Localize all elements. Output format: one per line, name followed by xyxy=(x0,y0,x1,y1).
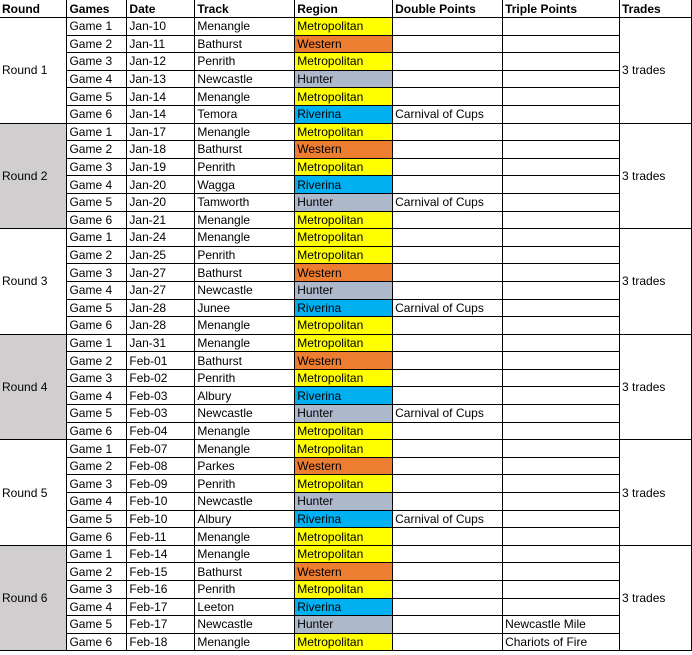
double-points-cell[interactable] xyxy=(393,528,503,546)
track-cell[interactable]: Penrith xyxy=(195,53,295,71)
track-cell[interactable]: Parkes xyxy=(195,457,295,475)
region-cell[interactable]: Metropolitan xyxy=(295,475,393,493)
region-cell[interactable]: Metropolitan xyxy=(295,317,393,335)
triple-points-cell[interactable] xyxy=(503,598,620,616)
triple-points-cell[interactable] xyxy=(503,158,620,176)
double-points-cell[interactable]: Carnival of Cups xyxy=(393,193,503,211)
game-cell[interactable]: Game 3 xyxy=(67,475,127,493)
game-cell[interactable]: Game 2 xyxy=(67,352,127,370)
triple-points-cell[interactable] xyxy=(503,493,620,511)
double-points-cell[interactable] xyxy=(393,545,503,563)
game-cell[interactable]: Game 3 xyxy=(67,158,127,176)
date-cell[interactable]: Jan-10 xyxy=(127,18,195,36)
track-cell[interactable]: Wagga xyxy=(195,176,295,194)
date-cell[interactable]: Feb-17 xyxy=(127,598,195,616)
header-region[interactable]: Region xyxy=(295,0,393,18)
game-cell[interactable]: Game 3 xyxy=(67,53,127,71)
double-points-cell[interactable] xyxy=(393,158,503,176)
date-cell[interactable]: Jan-12 xyxy=(127,53,195,71)
track-cell[interactable]: Bathurst xyxy=(195,35,295,53)
track-cell[interactable]: Leeton xyxy=(195,598,295,616)
table-row xyxy=(0,493,692,511)
date-cell[interactable]: Feb-18 xyxy=(127,633,195,651)
track-cell[interactable]: Menangle xyxy=(195,88,295,106)
date-cell[interactable]: Jan-24 xyxy=(127,229,195,247)
region-cell[interactable]: Western xyxy=(295,457,393,475)
double-points-cell[interactable] xyxy=(393,369,503,387)
game-cell[interactable]: Game 6 xyxy=(67,528,127,546)
game-cell[interactable]: Game 5 xyxy=(67,405,127,423)
table-row xyxy=(0,299,692,317)
date-cell[interactable]: Feb-14 xyxy=(127,545,195,563)
date-cell[interactable]: Jan-28 xyxy=(127,299,195,317)
triple-points-cell[interactable] xyxy=(503,246,620,264)
region-cell[interactable]: Metropolitan xyxy=(295,158,393,176)
date-cell[interactable]: Feb-08 xyxy=(127,457,195,475)
date-cell[interactable]: Jan-28 xyxy=(127,317,195,335)
double-points-cell[interactable] xyxy=(393,53,503,71)
game-cell[interactable]: Game 5 xyxy=(67,193,127,211)
track-cell[interactable]: Temora xyxy=(195,105,295,123)
date-cell[interactable]: Feb-10 xyxy=(127,493,195,511)
game-cell[interactable]: Game 1 xyxy=(67,123,127,141)
track-cell[interactable]: Penrith xyxy=(195,581,295,599)
game-cell[interactable]: Game 1 xyxy=(67,18,127,36)
double-points-cell[interactable] xyxy=(393,493,503,511)
date-cell[interactable]: Feb-07 xyxy=(127,440,195,458)
game-cell[interactable]: Game 6 xyxy=(67,633,127,651)
date-cell[interactable]: Jan-14 xyxy=(127,88,195,106)
game-cell[interactable]: Game 4 xyxy=(67,598,127,616)
triple-points-cell[interactable] xyxy=(503,581,620,599)
region-cell[interactable]: Hunter xyxy=(295,405,393,423)
double-points-cell[interactable] xyxy=(393,246,503,264)
region-cell[interactable]: Metropolitan xyxy=(295,88,393,106)
double-points-cell[interactable] xyxy=(393,616,503,634)
double-points-cell[interactable] xyxy=(393,70,503,88)
region-cell[interactable]: Riverina xyxy=(295,598,393,616)
game-cell[interactable]: Game 5 xyxy=(67,88,127,106)
triple-points-cell[interactable] xyxy=(503,440,620,458)
double-points-cell[interactable] xyxy=(393,475,503,493)
double-points-cell[interactable] xyxy=(393,352,503,370)
date-cell[interactable]: Jan-14 xyxy=(127,105,195,123)
double-points-cell[interactable] xyxy=(393,264,503,282)
date-cell[interactable]: Jan-17 xyxy=(127,123,195,141)
date-cell[interactable]: Feb-04 xyxy=(127,422,195,440)
track-cell[interactable]: Newcastle xyxy=(195,70,295,88)
header-round[interactable]: Round xyxy=(0,0,67,18)
region-cell[interactable]: Western xyxy=(295,141,393,159)
triple-points-cell[interactable] xyxy=(503,334,620,352)
table-row xyxy=(0,141,692,159)
game-cell[interactable]: Game 4 xyxy=(67,387,127,405)
triple-points-cell[interactable] xyxy=(503,176,620,194)
table-row xyxy=(0,440,692,458)
triple-points-cell[interactable] xyxy=(503,475,620,493)
region-cell[interactable]: Riverina xyxy=(295,176,393,194)
track-cell[interactable]: Newcastle xyxy=(195,493,295,511)
track-cell[interactable]: Bathurst xyxy=(195,264,295,282)
date-cell[interactable]: Feb-09 xyxy=(127,475,195,493)
date-cell[interactable]: Feb-11 xyxy=(127,528,195,546)
game-cell[interactable]: Game 3 xyxy=(67,369,127,387)
date-cell[interactable]: Jan-11 xyxy=(127,35,195,53)
date-cell[interactable]: Feb-02 xyxy=(127,369,195,387)
round-cell[interactable]: Round 2 xyxy=(0,123,67,229)
trades-cell[interactable]: 3 trades xyxy=(620,123,692,229)
game-cell[interactable]: Game 5 xyxy=(67,510,127,528)
track-cell[interactable]: Menangle xyxy=(195,123,295,141)
table-row xyxy=(0,123,692,141)
track-cell[interactable]: Penrith xyxy=(195,246,295,264)
triple-points-cell[interactable] xyxy=(503,53,620,71)
triple-points-cell[interactable] xyxy=(503,123,620,141)
game-cell[interactable]: Game 6 xyxy=(67,422,127,440)
triple-points-cell[interactable] xyxy=(503,422,620,440)
table-row xyxy=(0,563,692,581)
double-points-cell[interactable] xyxy=(393,141,503,159)
header-games[interactable]: Games xyxy=(67,0,127,18)
triple-points-cell[interactable] xyxy=(503,369,620,387)
date-cell[interactable]: Jan-27 xyxy=(127,281,195,299)
date-cell[interactable]: Feb-17 xyxy=(127,616,195,634)
double-points-cell[interactable] xyxy=(393,317,503,335)
region-cell[interactable]: Metropolitan xyxy=(295,545,393,563)
region-cell[interactable]: Hunter xyxy=(295,70,393,88)
triple-points-cell[interactable] xyxy=(503,88,620,106)
track-cell[interactable]: Albury xyxy=(195,387,295,405)
game-cell[interactable]: Game 1 xyxy=(67,334,127,352)
triple-points-cell[interactable] xyxy=(503,193,620,211)
header-triple-points[interactable]: Triple Points xyxy=(503,0,620,18)
region-cell[interactable]: Metropolitan xyxy=(295,229,393,247)
table-row xyxy=(0,35,692,53)
region-cell[interactable]: Riverina xyxy=(295,387,393,405)
double-points-cell[interactable] xyxy=(393,35,503,53)
triple-points-cell[interactable]: Newcastle Mile xyxy=(503,616,620,634)
track-cell[interactable]: Newcastle xyxy=(195,281,295,299)
double-points-cell[interactable]: Carnival of Cups xyxy=(393,510,503,528)
table-row xyxy=(0,510,692,528)
region-cell[interactable]: Western xyxy=(295,264,393,282)
table-row xyxy=(0,53,692,71)
table-row xyxy=(0,211,692,229)
track-cell[interactable]: Penrith xyxy=(195,158,295,176)
table-row xyxy=(0,158,692,176)
table-row xyxy=(0,457,692,475)
region-cell[interactable]: Western xyxy=(295,352,393,370)
track-cell[interactable]: Menangle xyxy=(195,440,295,458)
region-cell[interactable]: Metropolitan xyxy=(295,528,393,546)
table-row xyxy=(0,405,692,423)
game-cell[interactable]: Game 3 xyxy=(67,264,127,282)
double-points-cell[interactable] xyxy=(393,563,503,581)
triple-points-cell[interactable] xyxy=(503,317,620,335)
game-cell[interactable]: Game 3 xyxy=(67,581,127,599)
track-cell[interactable]: Newcastle xyxy=(195,616,295,634)
track-cell[interactable]: Menangle xyxy=(195,229,295,247)
region-cell[interactable]: Metropolitan xyxy=(295,581,393,599)
region-cell[interactable]: Metropolitan xyxy=(295,18,393,36)
date-cell[interactable]: Feb-16 xyxy=(127,581,195,599)
track-cell[interactable]: Menangle xyxy=(195,18,295,36)
game-cell[interactable]: Game 4 xyxy=(67,176,127,194)
date-cell[interactable]: Feb-10 xyxy=(127,510,195,528)
double-points-cell[interactable] xyxy=(393,88,503,106)
track-cell[interactable]: Newcastle xyxy=(195,405,295,423)
date-cell[interactable]: Feb-03 xyxy=(127,405,195,423)
double-points-cell[interactable] xyxy=(393,229,503,247)
triple-points-cell[interactable] xyxy=(503,563,620,581)
table-row xyxy=(0,581,692,599)
table-row xyxy=(0,317,692,335)
triple-points-cell[interactable] xyxy=(503,35,620,53)
game-cell[interactable]: Game 5 xyxy=(67,616,127,634)
track-cell[interactable]: Menangle xyxy=(195,528,295,546)
game-cell[interactable]: Game 5 xyxy=(67,299,127,317)
region-cell[interactable]: Metropolitan xyxy=(295,211,393,229)
region-cell[interactable]: Metropolitan xyxy=(295,334,393,352)
region-cell[interactable]: Riverina xyxy=(295,299,393,317)
region-cell[interactable]: Metropolitan xyxy=(295,422,393,440)
game-cell[interactable]: Game 4 xyxy=(67,70,127,88)
double-points-cell[interactable]: Carnival of Cups xyxy=(393,105,503,123)
triple-points-cell[interactable] xyxy=(503,264,620,282)
table-row xyxy=(0,369,692,387)
game-cell[interactable]: Game 2 xyxy=(67,457,127,475)
region-cell[interactable]: Hunter xyxy=(295,616,393,634)
triple-points-cell[interactable] xyxy=(503,299,620,317)
game-cell[interactable]: Game 6 xyxy=(67,211,127,229)
triple-points-cell[interactable] xyxy=(503,545,620,563)
track-cell[interactable]: Penrith xyxy=(195,475,295,493)
track-cell[interactable]: Tamworth xyxy=(195,193,295,211)
table-row xyxy=(0,475,692,493)
round-cell[interactable]: Round 1 xyxy=(0,18,67,124)
region-cell[interactable]: Hunter xyxy=(295,193,393,211)
triple-points-cell[interactable] xyxy=(503,405,620,423)
game-cell[interactable]: Game 4 xyxy=(67,493,127,511)
double-points-cell[interactable] xyxy=(393,176,503,194)
table-row xyxy=(0,598,692,616)
double-points-cell[interactable] xyxy=(393,334,503,352)
triple-points-cell[interactable] xyxy=(503,281,620,299)
date-cell[interactable]: Jan-13 xyxy=(127,70,195,88)
table-row xyxy=(0,633,692,651)
double-points-cell[interactable] xyxy=(393,123,503,141)
header-double-points[interactable]: Double Points xyxy=(393,0,503,18)
table-row xyxy=(0,264,692,282)
date-cell[interactable]: Jan-20 xyxy=(127,176,195,194)
game-cell[interactable]: Game 2 xyxy=(67,141,127,159)
triple-points-cell[interactable] xyxy=(503,528,620,546)
game-cell[interactable]: Game 1 xyxy=(67,545,127,563)
table-row xyxy=(0,387,692,405)
trades-cell[interactable]: 3 trades xyxy=(620,18,692,124)
trades-cell[interactable]: 3 trades xyxy=(620,545,692,651)
triple-points-cell[interactable] xyxy=(503,70,620,88)
header-row xyxy=(0,0,692,18)
triple-points-cell[interactable] xyxy=(503,457,620,475)
track-cell[interactable]: Menangle xyxy=(195,211,295,229)
date-cell[interactable]: Jan-31 xyxy=(127,334,195,352)
region-cell[interactable]: Western xyxy=(295,35,393,53)
triple-points-cell[interactable] xyxy=(503,18,620,36)
game-cell[interactable]: Game 2 xyxy=(67,246,127,264)
table-row xyxy=(0,229,692,247)
game-cell[interactable]: Game 6 xyxy=(67,105,127,123)
table-row xyxy=(0,88,692,106)
table-row xyxy=(0,352,692,370)
double-points-cell[interactable] xyxy=(393,457,503,475)
table-row xyxy=(0,281,692,299)
triple-points-cell[interactable] xyxy=(503,387,620,405)
region-cell[interactable]: Hunter xyxy=(295,493,393,511)
region-cell[interactable]: Western xyxy=(295,563,393,581)
region-cell[interactable]: Metropolitan xyxy=(295,246,393,264)
date-cell[interactable]: Feb-03 xyxy=(127,387,195,405)
double-points-cell[interactable] xyxy=(393,633,503,651)
track-cell[interactable]: Menangle xyxy=(195,334,295,352)
trades-cell[interactable]: 3 trades xyxy=(620,334,692,440)
triple-points-cell[interactable] xyxy=(503,352,620,370)
region-cell[interactable]: Riverina xyxy=(295,510,393,528)
double-points-cell[interactable] xyxy=(393,598,503,616)
track-cell[interactable]: Menangle xyxy=(195,545,295,563)
date-cell[interactable]: Jan-19 xyxy=(127,158,195,176)
double-points-cell[interactable]: Carnival of Cups xyxy=(393,405,503,423)
table-row xyxy=(0,105,692,123)
round-cell[interactable]: Round 3 xyxy=(0,229,67,335)
header-date[interactable]: Date xyxy=(127,0,195,18)
track-cell[interactable]: Menangle xyxy=(195,633,295,651)
table-row xyxy=(0,422,692,440)
round-cell[interactable]: Round 6 xyxy=(0,545,67,651)
region-cell[interactable]: Metropolitan xyxy=(295,53,393,71)
region-cell[interactable]: Metropolitan xyxy=(295,633,393,651)
triple-points-cell[interactable] xyxy=(503,211,620,229)
region-cell[interactable]: Metropolitan xyxy=(295,123,393,141)
game-cell[interactable]: Game 6 xyxy=(67,317,127,335)
double-points-cell[interactable] xyxy=(393,18,503,36)
track-cell[interactable]: Bathurst xyxy=(195,141,295,159)
double-points-cell[interactable] xyxy=(393,281,503,299)
round-cell[interactable]: Round 5 xyxy=(0,440,67,546)
trades-cell[interactable]: 3 trades xyxy=(620,440,692,546)
double-points-cell[interactable] xyxy=(393,440,503,458)
triple-points-cell[interactable] xyxy=(503,229,620,247)
triple-points-cell[interactable] xyxy=(503,141,620,159)
date-cell[interactable]: Jan-27 xyxy=(127,264,195,282)
table-row xyxy=(0,545,692,563)
game-cell[interactable]: Game 2 xyxy=(67,35,127,53)
triple-points-cell[interactable] xyxy=(503,510,620,528)
date-cell[interactable]: Jan-18 xyxy=(127,141,195,159)
triple-points-cell[interactable] xyxy=(503,105,620,123)
table-row xyxy=(0,18,692,36)
table-row xyxy=(0,246,692,264)
double-points-cell[interactable] xyxy=(393,581,503,599)
track-cell[interactable]: Penrith xyxy=(195,369,295,387)
header-trades[interactable]: Trades xyxy=(620,0,692,18)
double-points-cell[interactable] xyxy=(393,387,503,405)
track-cell[interactable]: Menangle xyxy=(195,317,295,335)
triple-points-cell[interactable]: Chariots of Fire xyxy=(503,633,620,651)
table-row xyxy=(0,616,692,634)
game-cell[interactable]: Game 1 xyxy=(67,229,127,247)
table-row xyxy=(0,176,692,194)
game-cell[interactable]: Game 1 xyxy=(67,440,127,458)
round-cell[interactable]: Round 4 xyxy=(0,334,67,440)
date-cell[interactable]: Jan-20 xyxy=(127,193,195,211)
region-cell[interactable]: Metropolitan xyxy=(295,369,393,387)
double-points-cell[interactable]: Carnival of Cups xyxy=(393,299,503,317)
trades-cell[interactable]: 3 trades xyxy=(620,229,692,335)
track-cell[interactable]: Bathurst xyxy=(195,563,295,581)
date-cell[interactable]: Feb-01 xyxy=(127,352,195,370)
table-row xyxy=(0,70,692,88)
table-row xyxy=(0,334,692,352)
date-cell[interactable]: Jan-25 xyxy=(127,246,195,264)
table-row xyxy=(0,528,692,546)
track-cell[interactable]: Menangle xyxy=(195,422,295,440)
game-cell[interactable]: Game 2 xyxy=(67,563,127,581)
game-cell[interactable]: Game 4 xyxy=(67,281,127,299)
region-cell[interactable]: Riverina xyxy=(295,105,393,123)
date-cell[interactable]: Jan-21 xyxy=(127,211,195,229)
region-cell[interactable]: Metropolitan xyxy=(295,440,393,458)
date-cell[interactable]: Feb-15 xyxy=(127,563,195,581)
region-cell[interactable]: Hunter xyxy=(295,281,393,299)
track-cell[interactable]: Albury xyxy=(195,510,295,528)
table-row xyxy=(0,193,692,211)
double-points-cell[interactable] xyxy=(393,422,503,440)
header-track[interactable]: Track xyxy=(195,0,295,18)
track-cell[interactable]: Junee xyxy=(195,299,295,317)
track-cell[interactable]: Bathurst xyxy=(195,352,295,370)
double-points-cell[interactable] xyxy=(393,211,503,229)
